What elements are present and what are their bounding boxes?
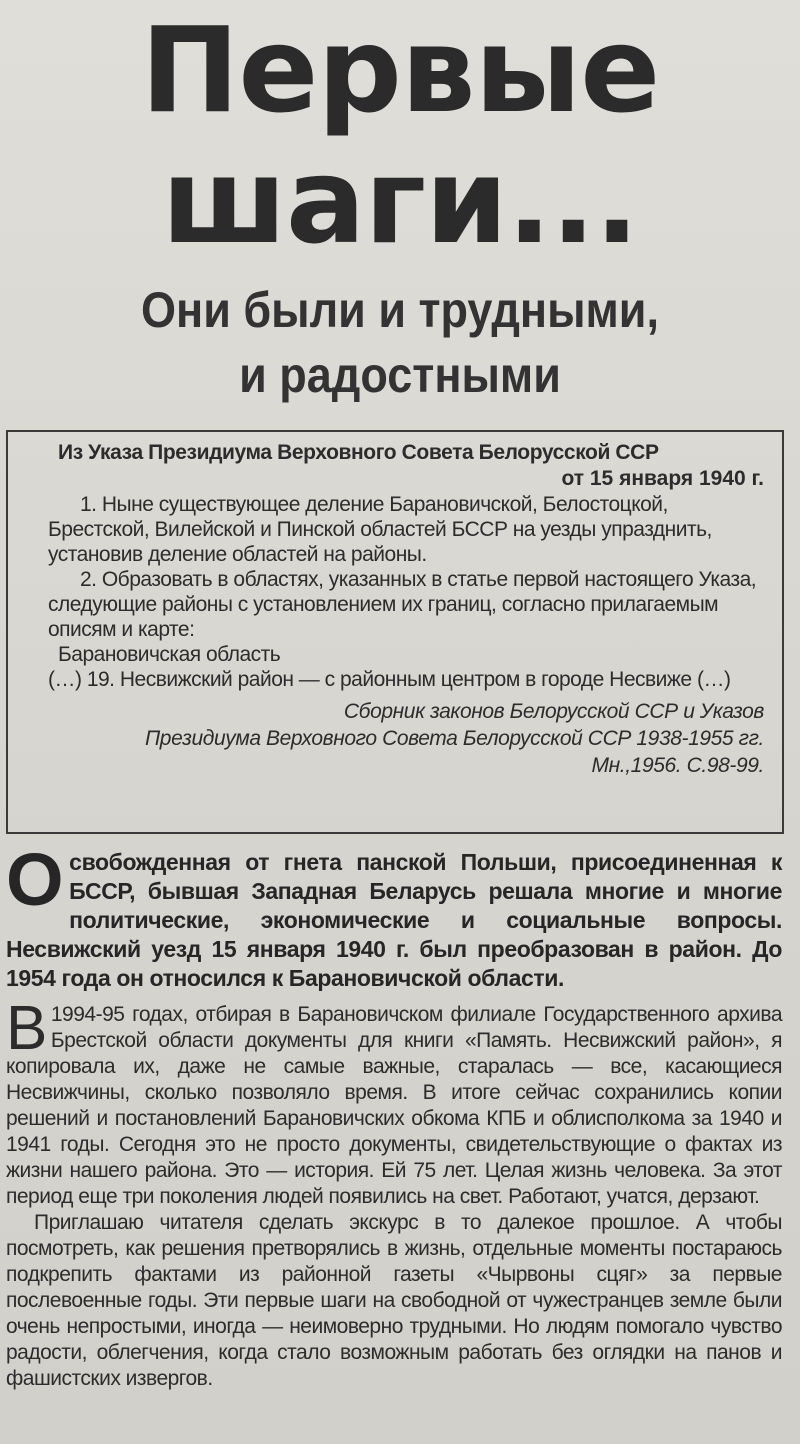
body-dropcap: В (6, 994, 47, 1063)
decree-region: Барановичская область (58, 643, 281, 666)
body-paragraph-1-text: 1994-95 годах, отбирая в Барановичском филиале Государственного архива Брестской области документы для книги «Память. Несвижский район», я копировала их, даже не самые важные, старалась — все, касающиеся Несвижчины, сколько позволяло время. В итоге сейчас сохранились копии решений и постановлений Барановичских обкома КПБ и облисполкома за 1940 и 1941 годы. Сегодня это не просто документы, свидетельствующие о фактах из жизни нашего района. Это — история. Ей 75 лет. Целая жизнь человека. За этот период еще три поколения людей появились на свет. Работают, учатся, дерзают. (6, 1003, 782, 1208)
source-line-3: Мн.,1956. С.98-99. (591, 754, 764, 777)
decree-district: (…) 19. Несвижский район — с районным центром в городе Несвиже (…) (48, 668, 731, 691)
headline-line-2: шаги... (161, 132, 639, 270)
decree-item-2: 2. Образовать в областях, указанных в статье первой настоящего Указа, следующие районы с установлением их границ, согласно прилагаемым описям и карте: (48, 568, 757, 641)
decree-title: Из Указа Президиума Верховного Совета Белорусской ССР (58, 441, 659, 464)
decree-box (6, 430, 784, 834)
lead-text: свобожденная от гнета панской Польши, присоединенная к БССР, бывшая Западная Беларусь решала многие и многие политические, экономические и социальные вопросы. Несвижский уезд 15 января 1940 г. был преобразован в район. До 1954 года он относился к Барановичской области. (6, 849, 782, 991)
body-paragraph-1 (6, 994, 782, 1210)
source-line-2: Президиума Верховного Совета Белорусской ССР 1938-1955 гг. (144, 727, 764, 750)
headline-line-1: Первые (140, 1, 660, 139)
decree-date: от 15 января 1940 г. (561, 467, 764, 490)
subheadline-line-1: Они были и трудными, (141, 282, 659, 338)
article-body (6, 994, 782, 1392)
decree-source (48, 698, 764, 779)
lead-paragraph (6, 838, 782, 993)
subheadline-line-2: и радостными (239, 347, 561, 403)
body-paragraph-2: Приглашаю читателя сделать экскурс в то далекое прошлое. А чтобы посмотреть, как решения претворялись в жизнь, отдельные моменты постараюсь подкрепить фактами из районной газеты «Чырвоны сцяг» за первые послевоенные годы. Эти первые шаги на свободной от чужестранцев земле были очень непростыми, иногда — неимоверно трудными. Но людям помогало чувство радости, облегчения, когда стало возможным работать без оглядки на панов и фашистских извергов. (6, 1211, 782, 1390)
lead-dropcap: О (6, 838, 64, 921)
decree-item-1: 1. Ныне существующее деление Барановичской, Белостоцкой, Брестской, Вилейской и Пинской областей БССР на уезды упразднить, установив деление областей на районы. (48, 493, 712, 566)
source-line-1: Сборник законов Белорусской ССР и Указов (343, 700, 764, 723)
